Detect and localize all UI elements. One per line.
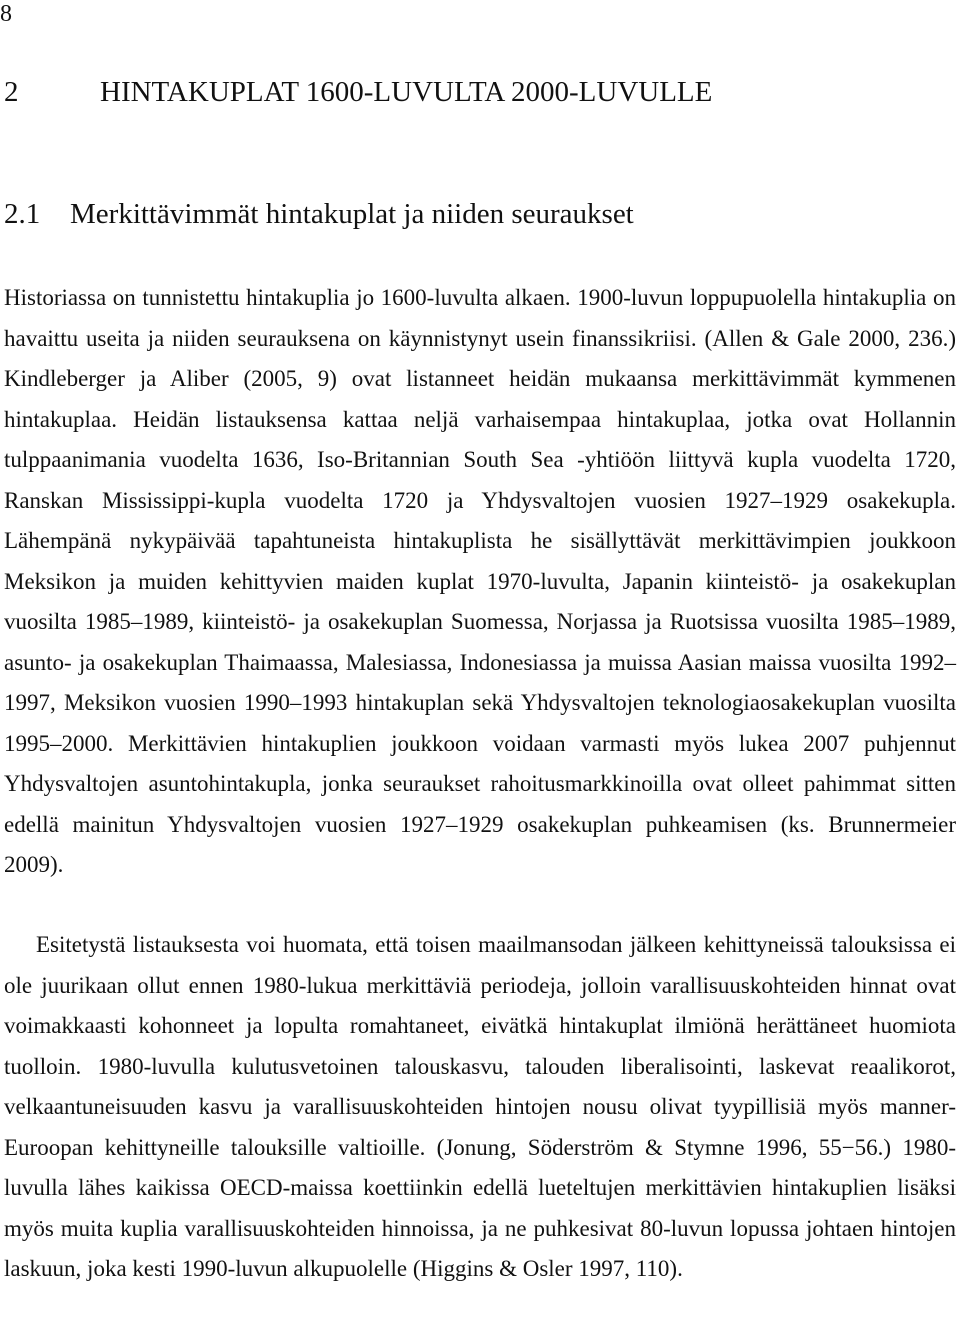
body-paragraph-1: Historiassa on tunnistettu hintakuplia jo 1600-luvulta alkaen. 1900-luvun loppupuolella hintakuplia on havaittu useita ja niiden seurauksena on käynnistynyt usein finanssikriisi. (Allen & Gale 2000, 236.) Kindleberger ja Aliber (2005, 9) ovat listanneet heidän mukaansa merkittävimmät kymmenen hintakuplaa. Heidän listauksensa kattaa neljä varhaisempaa hintakuplaa, jotka ovat Hollannin tulppaanimania vuodelta 1636, Iso-Britannian South Sea -yhtiöön liittyvä kupla vuodelta 1720, Ranskan Mississippi-kupla vuodelta 1720 ja Yhdysvaltojen vuosien 1927–1929 osakekupla. Lähempänä nykypäivää tapahtuneista hintakuplista he sisällyttävät merkittävimpien joukkoon Meksikon ja muiden kehittyvien maiden kuplat 1970-luvulta, Japanin kiinteistö- ja osakekuplan vuosilta 1985–1989, kiinteistö- ja osakekuplan Suomessa, Norjassa ja Ruotsissa vuosilta 1985–1989, asunto- ja osakekuplan Thaimaassa, Malesiassa, Indonesiassa ja muissa Aasian maissa vuosilta 1992–1997, Meksikon vuosien 1990–1993 hintakuplan sekä Yhdysvaltojen teknologiaosakekuplan vuosilta 1995–2000. Merkittävien hintakuplien joukkoon voidaan varmasti myös lukea 2007 puhjennut Yhdysvaltojen asuntohintakupla, jonka seuraukset rahoitusmarkkinoilla ovat olleet pahimmat sitten edellä mainitun Yhdysvaltojen vuosien 1927–1929 osakekuplan puhkeamisen (ks. Brunnermeier 2009). (4, 285, 956, 877)
chapter-number: 2 (4, 76, 19, 108)
section-title: Merkittävimmät hintakuplat ja niiden seuraukset (70, 198, 634, 230)
section-heading (4, 196, 634, 232)
section-number: 2.1 (4, 198, 41, 230)
body-paragraph-2: Esitetystä listauksesta voi huomata, että toisen maailmansodan jälkeen kehittyneissä talouksissa ei ole juurikaan ollut ennen 1980-lukua merkittäviä periodeja, jolloin varallisuuskohteiden hinnat ovat voimakkaasti kohonneet ja lopulta romahtaneet, eivätkä hintakuplat ilmiönä herättäneet huomiota tuolloin. 1980-luvulla kulutusvetoinen talouskasvu, talouden liberalisointi, laskevat reaalikorot, velkaantuneisuuden kasvu ja varallisuuskohteiden hintojen nousu olivat tyypillisiä myös manner-Euroopan kehittyneille talouksille valtioille. (Jonung, Söderström & Stymne 1996, 55−56.) 1980-luvulla lähes kaikissa OECD-maissa koettiinkin edellä lueteltujen merkittävien hintakuplien lisäksi myös muita kuplia varallisuuskohteiden hinnoissa, ja ne puhkesivat 80-luvun lopussa johtaen hintojen laskuun, joka kesti 1990-luvun alkupuolelle (Higgins & Osler 1997, 110). (4, 932, 956, 1281)
chapter-heading (4, 74, 712, 110)
chapter-title: HINTAKUPLAT 1600-LUVULTA 2000-LUVULLE (100, 76, 713, 108)
page-number: 8 (0, 1, 12, 27)
